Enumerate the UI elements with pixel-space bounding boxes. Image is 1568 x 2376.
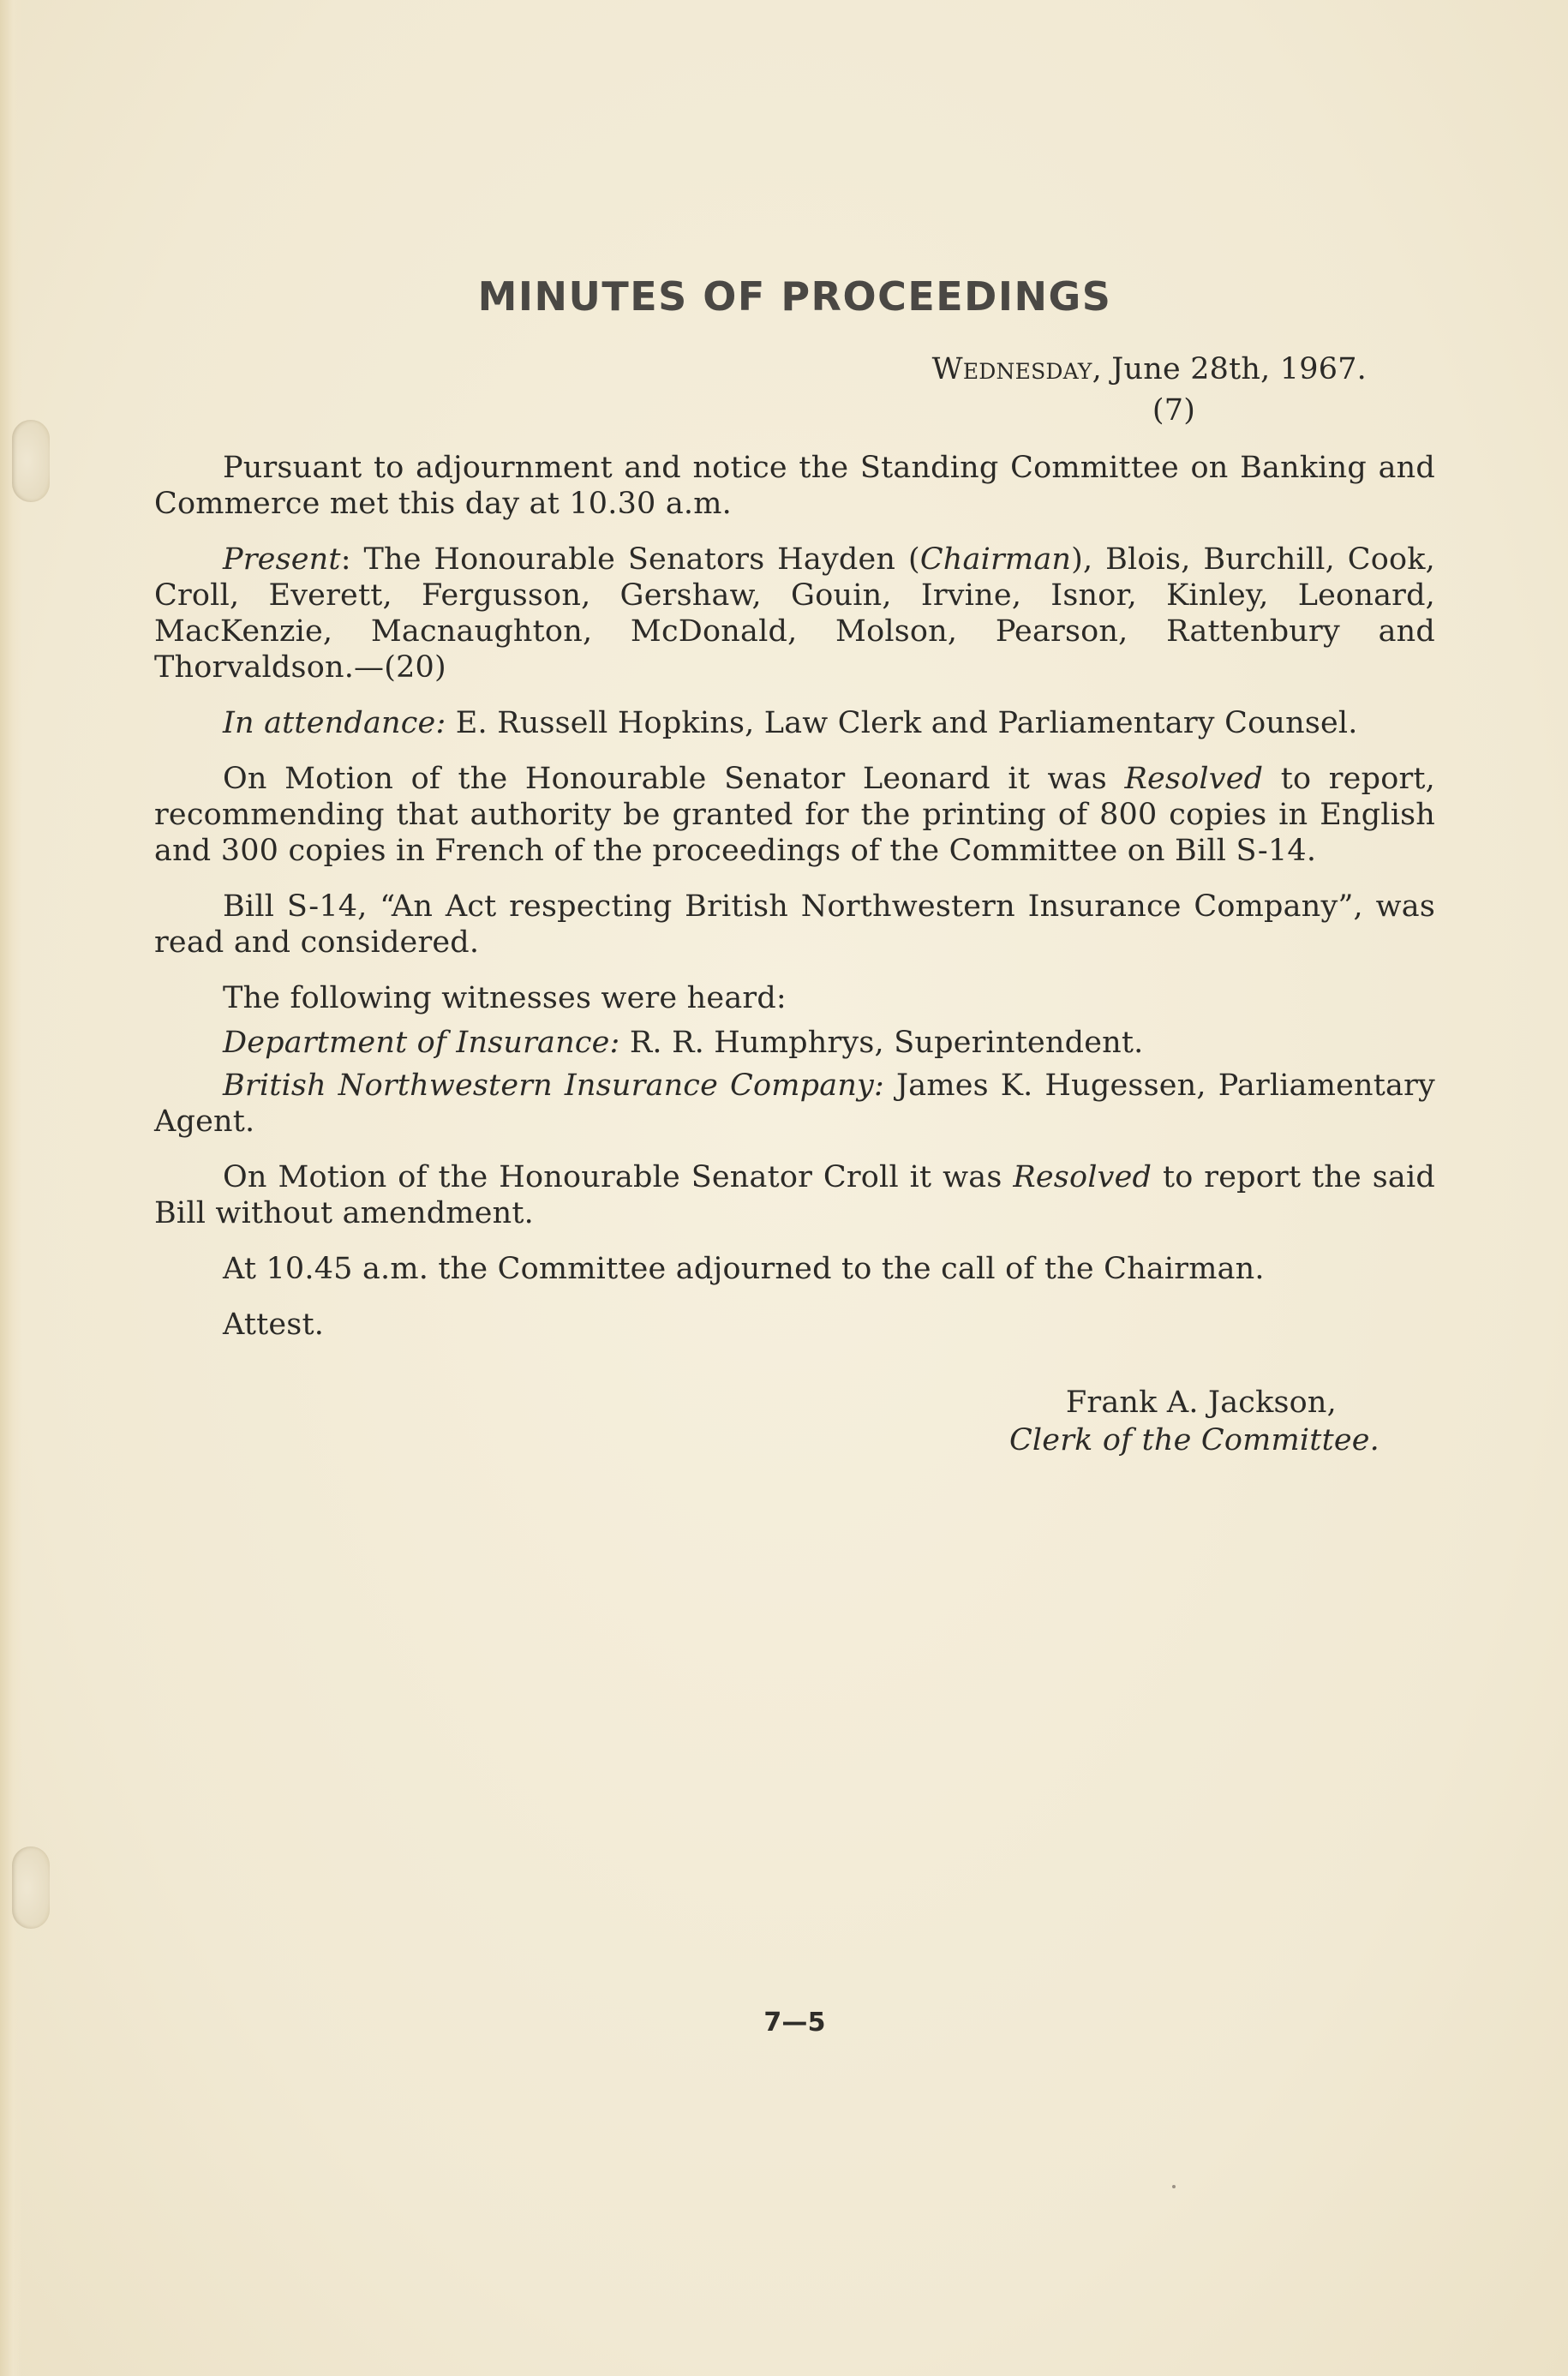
clerk-name: Frank A. Jackson, bbox=[1065, 1386, 1337, 1420]
witness-company-label: British Northwestern Insurance Company: bbox=[223, 1068, 885, 1103]
document-title: MINUTES OF PROCEEDINGS bbox=[477, 273, 1112, 320]
paragraph-motion-printing: On Motion of the Honourable Senator Leonard it was Resolved to report, recommending that authority be granted for the printing of 800 copies in English and 300 copies in French of the proceedings of the Committee on Bill S-14. bbox=[154, 762, 1435, 868]
meeting-date-rest: , June 28th, 1967. bbox=[1092, 352, 1367, 386]
paragraph-attest: Attest. bbox=[223, 1308, 325, 1342]
minutes-body bbox=[154, 450, 1435, 1362]
paragraph-attendance: In attendance: E. Russell Hopkins, Law Clerk and Parliamentary Counsel. bbox=[223, 706, 1358, 740]
chairman-label: Chairman bbox=[919, 542, 1072, 577]
resolved-label: Resolved bbox=[1124, 762, 1264, 796]
page-binding-edge bbox=[0, 0, 22, 2376]
clerk-title: Clerk of the Committee. bbox=[1008, 1423, 1379, 1457]
paragraph-adjournment: Pursuant to adjournment and notice the Standing Committee on Banking and Commerce met this day at 10.30 a.m. bbox=[154, 451, 1435, 521]
paragraph-adjourned: At 10.45 a.m. the Committee adjourned to the call of the Chairman. bbox=[223, 1252, 1265, 1286]
meeting-weekday: Wednesday bbox=[931, 352, 1092, 386]
clerk-signature bbox=[1009, 1384, 1379, 1459]
present-label: Present bbox=[223, 542, 341, 577]
paragraph-motion-report: On Motion of the Honourable Senator Croll it was Resolved to report the said Bill without amendment. bbox=[154, 1160, 1435, 1230]
punch-hole-bottom bbox=[12, 1846, 50, 1929]
paragraph-bill: Bill S-14, “An Act respecting British Northwestern Insurance Company”, was read and considered. bbox=[154, 889, 1435, 960]
witness-company: British Northwestern Insurance Company: James K. Hugessen, Parliamentary Agent. bbox=[154, 1068, 1436, 1139]
paragraph-witnesses-intro: The following witnesses were heard: bbox=[223, 981, 787, 1015]
witness-department-label: Department of Insurance: bbox=[223, 1026, 620, 1060]
attendance-label: In attendance: bbox=[223, 706, 446, 740]
punch-hole-top bbox=[12, 420, 50, 502]
resolved-label: Resolved bbox=[1013, 1160, 1152, 1194]
paragraph-present: Present: The Honourable Senators Hayden (Chairman), Blois, Burchill, Cook, Croll, Everett, Fergusson, Gershaw, Gouin, Irvine, Isnor, Kinley, Leonard, MacKenzie, Macnaughton, McDonald, Molson, Pearson, Rattenbury and Thorvaldson.—(20) bbox=[154, 542, 1435, 685]
meeting-date bbox=[932, 351, 1367, 387]
paper-speck bbox=[1172, 2185, 1176, 2188]
page-number: 7—5 bbox=[763, 2008, 826, 2038]
witness-department: Department of Insurance: R. R. Humphrys, Superintendent. bbox=[223, 1026, 1144, 1060]
session-number: (7) bbox=[1152, 393, 1196, 428]
